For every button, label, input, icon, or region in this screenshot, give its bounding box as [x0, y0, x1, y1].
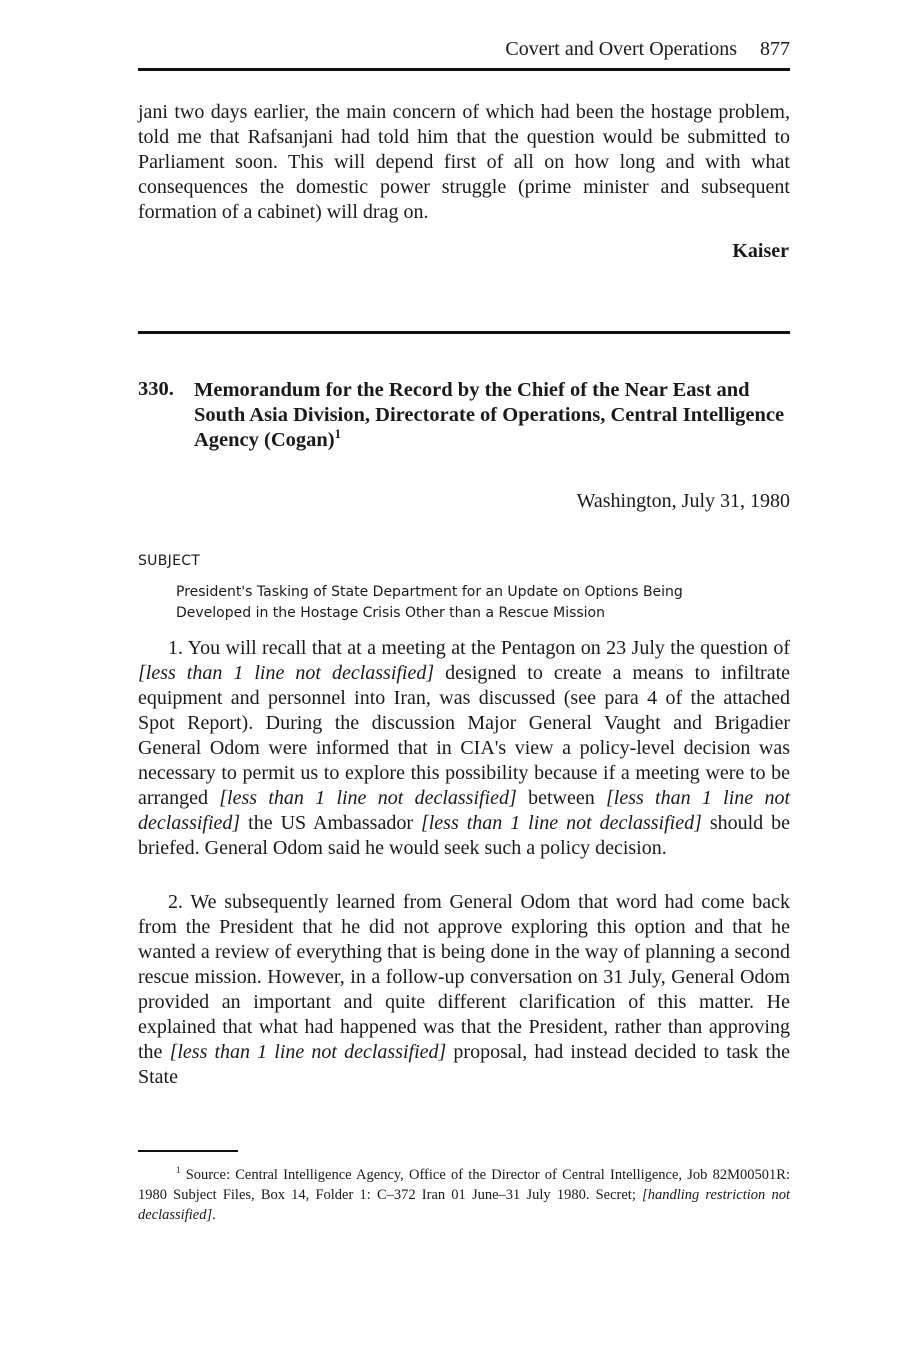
footnote-rule — [138, 1150, 238, 1152]
para2-redaction-1: [less than 1 line not declassified] — [169, 1041, 447, 1063]
subject-text: President's Tasking of State Department for an Update on Options Being Developed in the Hostage Crisis Other than a Rescue Mission — [176, 584, 683, 621]
document-number: 330. — [138, 378, 174, 400]
body-paragraph-2 — [138, 890, 790, 1090]
continuation-paragraph: jani two days earlier, the main concern of which had been the hostage problem, told me that Rafsanjani had told him that the question would be submitted to Parliament soon. This will depend first of all on how long and with what consequences the domestic power struggle (prime minister and subsequent formation of a cabinet) will drag on. — [138, 101, 790, 223]
footnote-marker: 1 — [176, 1165, 181, 1176]
para1-text-2: designed to create a means to infiltrate equipment and personnel into Iran, was discussed (see para 4 of the attached Spot Report). During the discussion Major General Vaught and Brigadier General Odom were informed that in CIA's view a policy-level decision was necessary to permit us to explore this possibility because if a meeting were to be arranged — [138, 662, 790, 809]
para1-redaction-3: [less than 1 line not declassified] — [138, 787, 791, 834]
document-title-text: Memorandum for the Record by the Chief of the Near East and South Asia Division, Directorate of Operations, Central Intelligence Agency (Cogan) — [194, 379, 785, 451]
para1-text-1: 1. You will recall that at a meeting at the Pentagon on 23 July the question of — [168, 637, 790, 659]
para1-redaction-4: [less than 1 line not declassified] — [420, 812, 702, 834]
para1-redaction-2: [less than 1 line not declassified] — [219, 787, 517, 809]
dateline: Washington, July 31, 1980 — [576, 490, 790, 512]
para1-text-5: should be briefed. General Odom said he would seek such a policy decision. — [138, 812, 790, 859]
section-rule — [138, 331, 790, 334]
running-header — [138, 36, 790, 66]
document-title — [194, 378, 790, 453]
footnote-redaction: [handling restriction not declassified] — [138, 1187, 790, 1223]
para1-redaction-1: [less than 1 line not declassified] — [138, 662, 435, 684]
footnote-text: Source: Central Intelligence Agency, Office of the Director of Central Intelligence, Job 82M00501R: 1980 Subject Files, Box 14, Folder 1: C–372 Iran 01 June–31 July 1980. Secret; — [138, 1167, 790, 1203]
subject-label: SUBJECT — [138, 553, 201, 569]
para1-text-3: between — [516, 787, 606, 809]
footnote-reference: 1 — [334, 427, 341, 442]
header-rule — [138, 68, 790, 71]
footnote-end: . — [212, 1207, 216, 1223]
page-number: 877 — [760, 38, 790, 60]
para2-text-1: 2. We subsequently learned from General Odom that word had come back from the President that he did not approve exploring this option and that he wanted a review of everything that is being done in the way of planning a second rescue mission. However, in a follow-up conversation on 31 July, General Odom provided an important and quite different clarification of this matter. He explained that what had happened was that the President, rather than approving the — [138, 891, 790, 1063]
body-paragraph-1 — [138, 636, 790, 861]
para2-text-2: proposal, had instead decided to task the State — [138, 1041, 790, 1088]
footnote — [138, 1165, 790, 1225]
para1-text-4: the US Ambassador — [240, 812, 421, 834]
signature: Kaiser — [732, 240, 789, 262]
running-title: Covert and Overt Operations — [505, 38, 737, 60]
